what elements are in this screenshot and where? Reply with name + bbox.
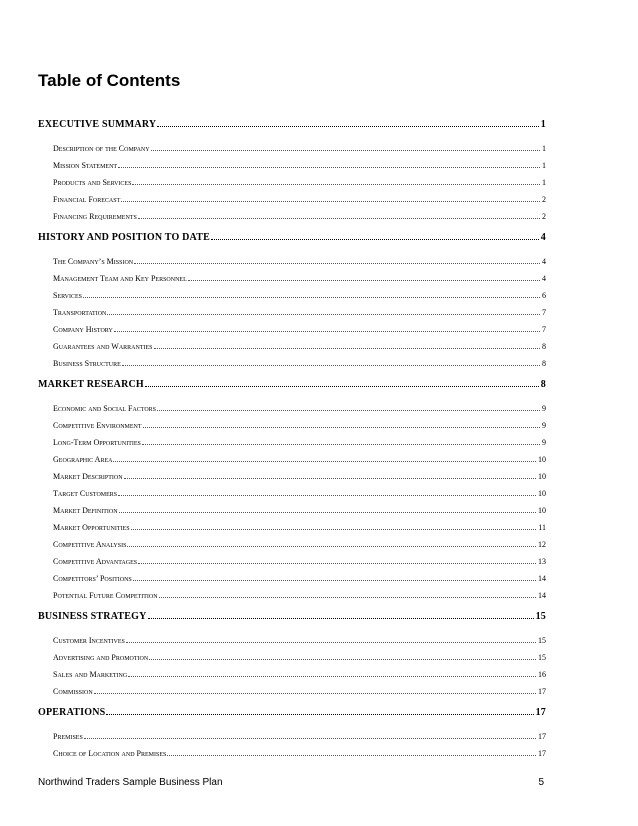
dot-leader bbox=[118, 494, 536, 496]
toc-entry-label: Mission Statement bbox=[53, 161, 118, 170]
toc-subsection-entry[interactable] bbox=[38, 400, 546, 417]
toc-entry-page-number: 17 bbox=[538, 687, 546, 696]
toc-entry-page-number: 8 bbox=[540, 379, 546, 390]
toc-subsection-entry[interactable] bbox=[38, 728, 546, 745]
toc-entry-page-number: 1 bbox=[542, 144, 546, 153]
toc-entry-page-number: 16 bbox=[538, 670, 546, 679]
dot-leader bbox=[148, 617, 534, 619]
toc-entry-label: Competitors’ Positions bbox=[53, 574, 132, 583]
toc-subsection-entry[interactable] bbox=[38, 157, 546, 174]
toc-entry-label: Sales and Marketing bbox=[53, 670, 128, 679]
page-footer bbox=[38, 777, 544, 788]
dot-leader bbox=[145, 385, 539, 387]
toc-entry-page-number: 9 bbox=[542, 421, 546, 430]
toc-subsection-entry[interactable] bbox=[38, 632, 546, 649]
dot-leader bbox=[131, 528, 537, 530]
toc-entry-label: Description of the Company bbox=[53, 144, 150, 153]
toc-subsection-entry[interactable] bbox=[38, 434, 546, 451]
toc-subsection-entry[interactable] bbox=[38, 519, 546, 536]
toc-entry-label: Financing Requirements bbox=[53, 212, 137, 221]
dot-leader bbox=[188, 279, 540, 281]
toc-subsection-entry[interactable] bbox=[38, 587, 546, 604]
toc-subsection-entry[interactable] bbox=[38, 683, 546, 700]
dot-leader bbox=[124, 477, 536, 479]
toc-subsection-entry[interactable] bbox=[38, 304, 546, 321]
toc-subsection-entry[interactable] bbox=[38, 468, 546, 485]
toc-entry-page-number: 15 bbox=[538, 653, 546, 662]
dot-leader bbox=[211, 238, 539, 240]
toc-entry-label: Services bbox=[53, 291, 82, 300]
dot-leader bbox=[127, 545, 536, 547]
toc-entry-page-number: 13 bbox=[538, 557, 546, 566]
toc-list bbox=[38, 112, 546, 762]
dot-leader bbox=[159, 596, 536, 598]
toc-entry-page-number: 10 bbox=[538, 455, 546, 464]
toc-entry-label: Potential Future Competition bbox=[53, 591, 158, 600]
toc-subsection-entry[interactable] bbox=[38, 253, 546, 270]
toc-subsection-entry[interactable] bbox=[38, 270, 546, 287]
dot-leader bbox=[106, 713, 533, 715]
dot-leader bbox=[157, 125, 538, 127]
toc-entry-page-number: 11 bbox=[538, 523, 546, 532]
toc-entry-page-number: 15 bbox=[538, 636, 546, 645]
toc-entry-label: MARKET RESEARCH bbox=[38, 379, 144, 390]
toc-subsection-entry[interactable] bbox=[38, 417, 546, 434]
toc-entry-page-number: 17 bbox=[538, 732, 546, 741]
dot-leader bbox=[149, 658, 536, 660]
toc-entry-label: Advertising and Promotion bbox=[53, 653, 149, 662]
toc-subsection-entry[interactable] bbox=[38, 191, 546, 208]
toc-entry-page-number: 7 bbox=[542, 325, 546, 334]
toc-subsection-entry[interactable] bbox=[38, 355, 546, 372]
toc-entry-page-number: 10 bbox=[538, 506, 546, 515]
toc-subsection-entry[interactable] bbox=[38, 140, 546, 157]
dot-leader bbox=[157, 409, 540, 411]
toc-entry-label: Economic and Social Factors bbox=[53, 404, 157, 413]
toc-entry-label: Competitive Environment bbox=[53, 421, 142, 430]
toc-entry-page-number: 2 bbox=[542, 195, 546, 204]
dot-leader bbox=[142, 443, 540, 445]
dot-leader bbox=[119, 511, 536, 513]
dot-leader bbox=[133, 579, 536, 581]
toc-subsection-entry[interactable] bbox=[38, 174, 546, 191]
toc-entry-label: Company History bbox=[53, 325, 113, 334]
dot-leader bbox=[138, 562, 536, 564]
toc-entry-label: Choice of Location and Premises bbox=[53, 749, 167, 758]
dot-leader bbox=[151, 149, 540, 151]
toc-entry-page-number: 8 bbox=[542, 359, 546, 368]
dot-leader bbox=[84, 737, 536, 739]
dot-leader bbox=[107, 313, 540, 315]
dot-leader bbox=[154, 347, 540, 349]
toc-entry-page-number: 4 bbox=[542, 274, 546, 283]
dot-leader bbox=[122, 364, 540, 366]
toc-entry-label: BUSINESS STRATEGY bbox=[38, 611, 147, 622]
toc-entry-page-number: 4 bbox=[542, 257, 546, 266]
toc-subsection-entry[interactable] bbox=[38, 649, 546, 666]
toc-entry-page-number: 15 bbox=[535, 611, 546, 622]
toc-entry-page-number: 1 bbox=[540, 119, 546, 130]
toc-entry-label: EXECUTIVE SUMMARY bbox=[38, 119, 157, 130]
toc-subsection-entry[interactable] bbox=[38, 321, 546, 338]
toc-section-entry[interactable] bbox=[38, 704, 546, 722]
footer-page-number: 5 bbox=[538, 777, 544, 788]
dot-leader bbox=[128, 675, 536, 677]
toc-entry-label: Market Description bbox=[53, 472, 123, 481]
toc-entry-label: Competitive Advantages bbox=[53, 557, 138, 566]
toc-entry-page-number: 10 bbox=[538, 472, 546, 481]
dot-leader bbox=[114, 330, 540, 332]
toc-section-entry[interactable] bbox=[38, 116, 546, 134]
toc-subsection-entry[interactable] bbox=[38, 666, 546, 683]
toc-entry-page-number: 10 bbox=[538, 489, 546, 498]
dot-leader bbox=[134, 262, 540, 264]
toc-entry-label: Market Opportunities bbox=[53, 523, 130, 532]
toc-entry-label: Products and Services bbox=[53, 178, 132, 187]
dot-leader bbox=[94, 692, 536, 694]
toc-entry-label: Commission bbox=[53, 687, 93, 696]
toc-section-entry[interactable] bbox=[38, 229, 546, 247]
page-title: Table of Contents bbox=[38, 71, 181, 90]
toc-entry-page-number: 4 bbox=[540, 232, 546, 243]
toc-entry-page-number: 8 bbox=[542, 342, 546, 351]
dot-leader bbox=[113, 460, 536, 462]
toc-entry-page-number: 17 bbox=[538, 749, 546, 758]
toc-subsection-entry[interactable] bbox=[38, 745, 546, 762]
toc-entry-label: Market Definition bbox=[53, 506, 118, 515]
toc-section-entry[interactable] bbox=[38, 376, 546, 394]
toc-entry-page-number: 1 bbox=[542, 178, 546, 187]
toc-entry-page-number: 9 bbox=[542, 404, 546, 413]
toc-subsection-entry[interactable] bbox=[38, 553, 546, 570]
toc-entry-label: OPERATIONS bbox=[38, 707, 106, 718]
toc-entry-label: Management Team and Key Personnel bbox=[53, 274, 187, 283]
dot-leader bbox=[143, 426, 540, 428]
toc-entry-label: Customer Incentives bbox=[53, 636, 125, 645]
toc-entry-page-number: 9 bbox=[542, 438, 546, 447]
toc-entry-page-number: 17 bbox=[535, 707, 546, 718]
toc-entry-page-number: 6 bbox=[542, 291, 546, 300]
toc-entry-page-number: 14 bbox=[538, 591, 546, 600]
toc-entry-label: Guarantees and Warranties bbox=[53, 342, 153, 351]
toc-subsection-entry[interactable] bbox=[38, 502, 546, 519]
dot-leader bbox=[83, 296, 540, 298]
toc-entry-label: The Company’s Mission bbox=[53, 257, 134, 266]
dot-leader bbox=[118, 166, 540, 168]
dot-leader bbox=[138, 217, 540, 219]
toc-subsection-entry[interactable] bbox=[38, 338, 546, 355]
toc-entry-label: Long-Term Opportunities bbox=[53, 438, 141, 447]
toc-entry-label: Transportation bbox=[53, 308, 107, 317]
toc-entry-label: Business Structure bbox=[53, 359, 121, 368]
dot-leader bbox=[132, 183, 540, 185]
dot-leader bbox=[121, 200, 540, 202]
toc-subsection-entry[interactable] bbox=[38, 451, 546, 468]
toc-section-entry[interactable] bbox=[38, 608, 546, 626]
toc-entry-label: HISTORY AND POSITION TO DATE bbox=[38, 232, 210, 243]
dot-leader bbox=[126, 641, 536, 643]
toc-entry-page-number: 7 bbox=[542, 308, 546, 317]
toc-entry-label: Target Customers bbox=[53, 489, 118, 498]
toc-entry-page-number: 2 bbox=[542, 212, 546, 221]
toc-subsection-entry[interactable] bbox=[38, 485, 546, 502]
toc-subsection-entry[interactable] bbox=[38, 570, 546, 587]
dot-leader bbox=[167, 754, 536, 756]
toc-entry-label: Geographic Area bbox=[53, 455, 113, 464]
toc-entry-page-number: 1 bbox=[542, 161, 546, 170]
toc-subsection-entry[interactable] bbox=[38, 536, 546, 553]
toc-entry-label: Premises bbox=[53, 732, 83, 741]
toc-entry-page-number: 14 bbox=[538, 574, 546, 583]
toc-entry-page-number: 12 bbox=[538, 540, 546, 549]
footer-text: Northwind Traders Sample Business Plan bbox=[38, 777, 223, 788]
toc-entry-label: Financial Forecast bbox=[53, 195, 121, 204]
toc-subsection-entry[interactable] bbox=[38, 208, 546, 225]
toc-entry-label: Competitive Analysis bbox=[53, 540, 127, 549]
toc-subsection-entry[interactable] bbox=[38, 287, 546, 304]
